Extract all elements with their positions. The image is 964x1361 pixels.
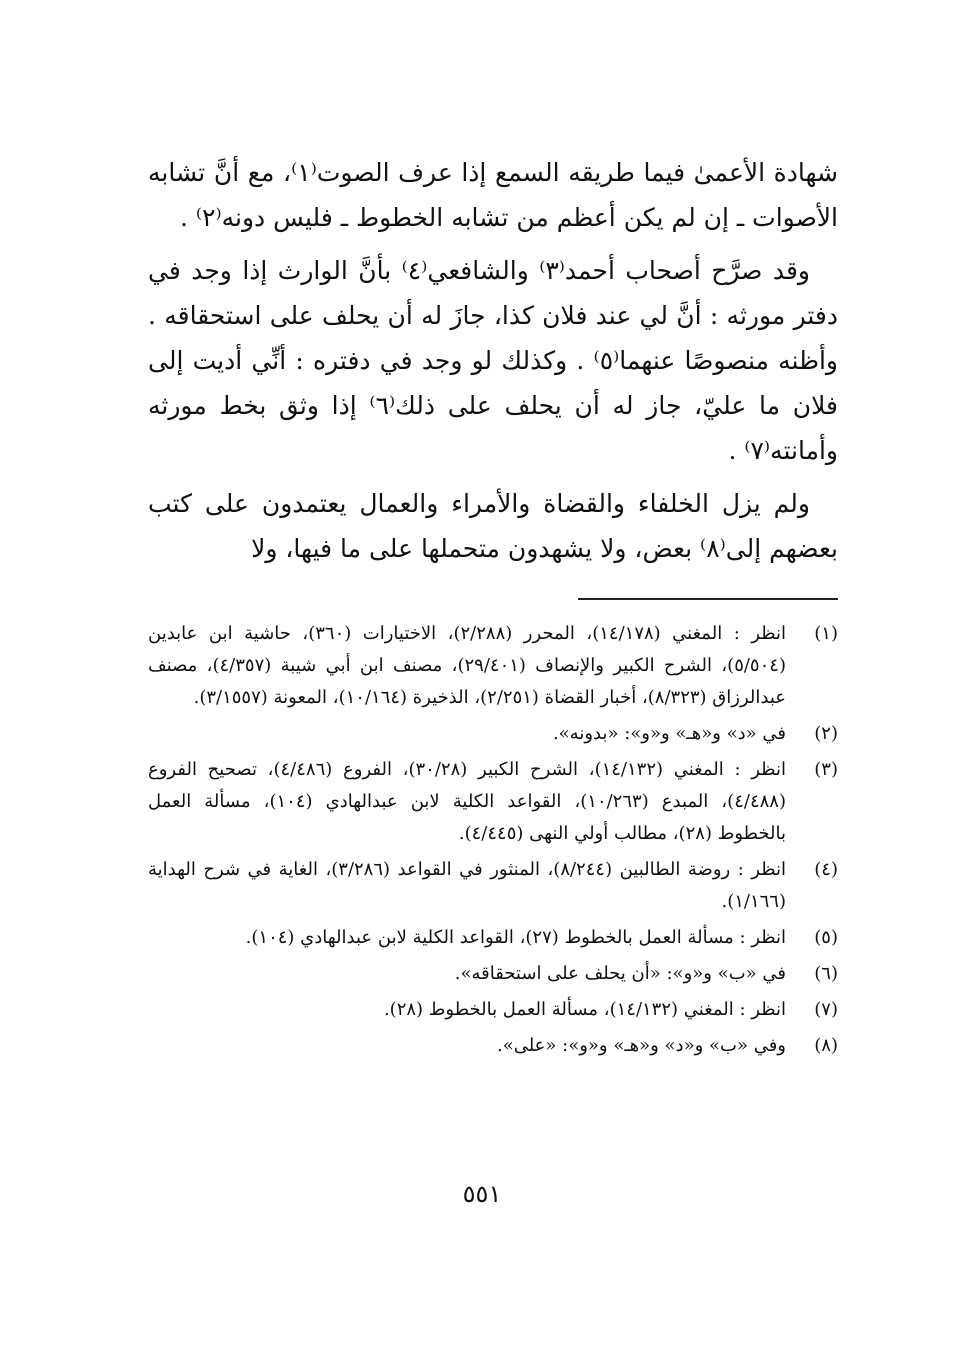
footnote-number: (٢) xyxy=(814,723,838,744)
footnote xyxy=(148,618,838,714)
main-text xyxy=(148,150,838,571)
body-paragraph: شهادة الأعمىٰ فيما طريقه السمع إذا عرف الصوت⁽١⁾، مع أنَّ تشابه الأصوات ـ إن لم يكن أعظم من تشابه الخطوط ـ فليس دونه⁽٢⁾ . xyxy=(148,158,838,232)
footnote xyxy=(148,994,838,1026)
footnotes xyxy=(148,618,838,1066)
footnote xyxy=(148,854,838,918)
footnote-number: (٥) xyxy=(814,927,838,948)
footnote xyxy=(148,718,838,750)
page-number: ٥٥١ xyxy=(462,1180,502,1208)
footnote-number: (٤) xyxy=(814,859,838,880)
footnote-text: في «د» و«هـ» و«و»: «بدونه». xyxy=(552,723,786,744)
footnote-number: (٣) xyxy=(814,759,838,780)
body-paragraph: ولم يزل الخلفاء والقضاة والأمراء والعمال يعتمدون على كتب بعضهم إلى⁽٨⁾ بعض، ولا يشهدون متحملها على ما فيها، ولا xyxy=(148,489,838,563)
footnote-number: (٨) xyxy=(814,1035,838,1056)
footnote-separator xyxy=(578,598,838,600)
footnote-text: وفي «ب» و«د» و«هـ» و«و»: «على». xyxy=(496,1035,786,1056)
footnote xyxy=(148,958,838,990)
footnote-number: (٧) xyxy=(814,999,838,1020)
footnote-text: انظر : مسألة العمل بالخطوط (٢٧)، القواعد الكلية لابن عبدالهادي (١٠٤). xyxy=(245,927,786,948)
footnote-text: انظر : المغني (١٤/١٣٢)، مسألة العمل بالخطوط (٢٨). xyxy=(383,999,786,1020)
footnote-text: في «ب» و«و»: «أن يحلف على استحقاقه». xyxy=(454,963,786,984)
footnote-number: (١) xyxy=(814,623,838,644)
footnote-number: (٦) xyxy=(814,963,838,984)
body-paragraph: وقد صرَّح أصحاب أحمد⁽٣⁾ والشافعي⁽٤⁾ بأنَّ الوارث إذا وجد في دفتر مورثه : أنَّ لي عند فلان كذا، جازَ له أن يحلف على استحقاقه . وأظنه منصوصًا عنهما⁽٥⁾ . وكذلك لو وجد في دفتره : أنِّي أديت إلى فلان ما عليّ، جاز له أن يحلف على ذلك⁽٦⁾ إذا وثق بخط مورثه وأمانته⁽٧⁾ . xyxy=(148,256,838,465)
footnote xyxy=(148,922,838,954)
footnote-text: انظر : المغني (١٤/١٧٨)، المحرر (٢/٢٨٨)، الاختيارات (٣٦٠)، حاشية ابن عابدين (٥/٥٠٤)، الشرح الكبير والإنصاف (٢٩/٤٠١)، مصنف ابن أبي شيبة (٤/٣٥٧)، مصنف عبدالرزاق (٨/٣٢٣)، أخبار القضاة (٢/٢٥١)، الذخيرة (١٠/١٦٤)، المعونة (٣/١٥٥٧). xyxy=(148,623,786,708)
footnote xyxy=(148,754,838,850)
footnote xyxy=(148,1030,838,1062)
footnote-text: انظر : المغني (١٤/١٣٢)، الشرح الكبير (٣٠/٢٨)، الفروع (٤/٤٨٦)، تصحيح الفروع (٤/٤٨٨)، المبدع (١٠/٢٦٣)، القواعد الكلية لابن عبدالهادي (١٠٤)، مسألة العمل بالخطوط (٢٨)، مطالب أولي النهى (٤/٤٤٥). xyxy=(148,759,786,844)
footnote-text: انظر : روضة الطالبين (٨/٢٤٤)، المنثور في القواعد (٣/٢٨٦)، الغاية في شرح الهداية (١/١٦٦). xyxy=(148,859,786,912)
